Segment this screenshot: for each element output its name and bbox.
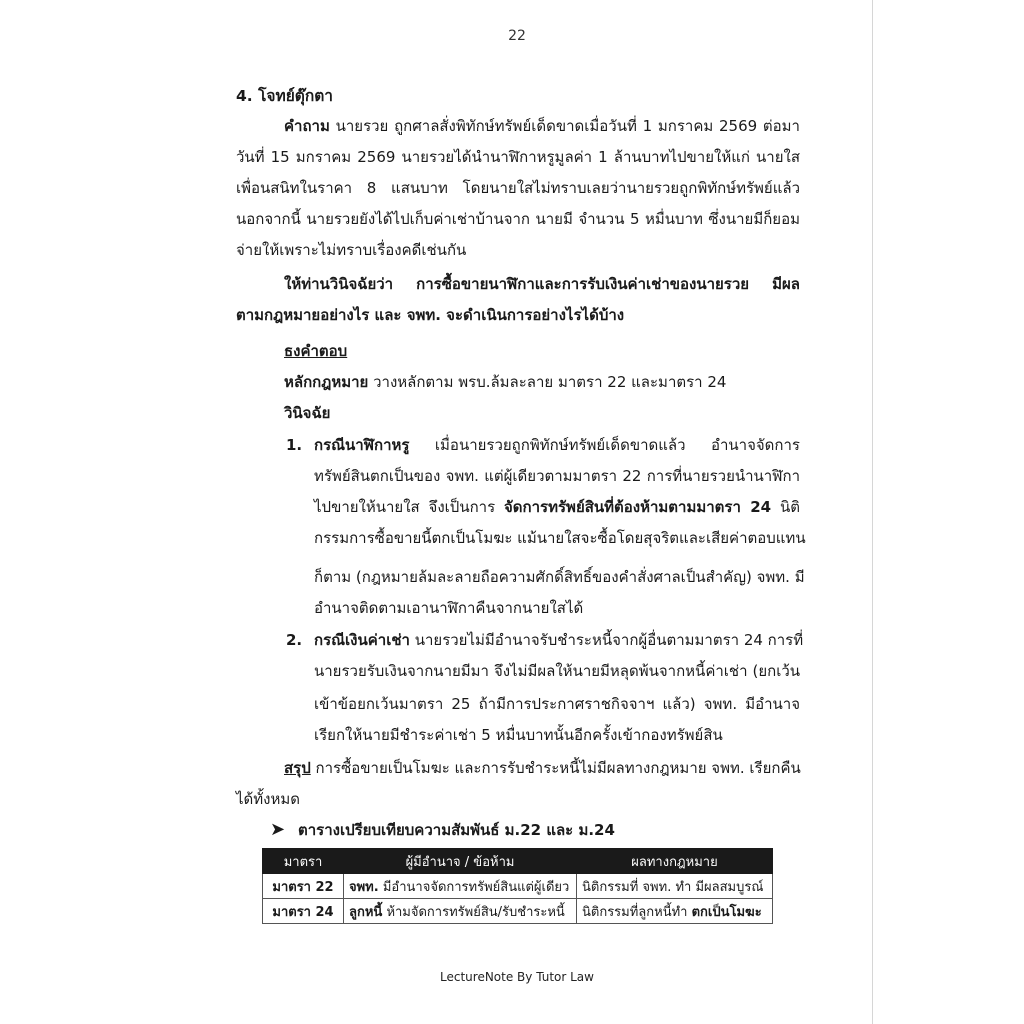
table-cell-authority xyxy=(344,899,577,924)
summary-line-1 xyxy=(236,758,800,778)
case-2-line-3: เข้าข้อยกเว้นมาตรา 25 ถ้ามีการประกาศราชกิจจาฯ แล้ว) จพท. มีอำนาจ xyxy=(314,695,800,713)
case-2-line-1 xyxy=(314,630,804,650)
table-cell-authority-bold: ลูกหนี้ xyxy=(349,904,383,920)
question-label: คำถาม xyxy=(284,117,330,135)
table-cell-effect-bold: ตกเป็นโมฆะ xyxy=(691,904,762,920)
case-1-line-6: อำนาจติดตามเอานาฬิกาคืนจากนายใสได้ xyxy=(314,599,584,617)
table-row xyxy=(263,899,773,924)
section-title: 4. โจทย์ตุ๊กตา xyxy=(236,87,333,105)
page-edge-divider xyxy=(872,0,873,1024)
case-1-line-2: ทรัพย์สินตกเป็นของ จพท. แต่ผู้เดียวตามมาตรา 22 การที่นายรวยนำนาฬิกา xyxy=(314,467,800,485)
table-cell-authority-bold: จพท. xyxy=(349,879,379,895)
case-2-number: 2. xyxy=(286,631,303,649)
case-1-line-1-text: เมื่อนายรวยถูกพิทักษ์ทรัพย์เด็ดขาดแล้ว อำนาจจัดการ xyxy=(434,436,800,454)
case-1-number: 1. xyxy=(286,436,303,454)
question-line-4: นอกจากนี้ นายรวยยังได้ไปเก็บค่าเช่าบ้านจาก นายมี จำนวน 5 หมื่นบาท ซึ่งนายมีก็ยอม xyxy=(236,210,800,228)
decision-heading: วินิจฉัย xyxy=(284,404,331,422)
footer-text: LectureNote By Tutor Law xyxy=(440,970,594,984)
table-header-effect: ผลทางกฎหมาย xyxy=(577,849,773,874)
case-1-line-4: กรรมการซื้อขายนี้ตกเป็นโมฆะ แม้นายใสจะซื้อโดยสุจริตและเสียค่าตอบแทน xyxy=(314,529,806,547)
question-text-1: นายรวย ถูกศาลสั่งพิทักษ์ทรัพย์เด็ดขาดเมื่อวันที่ 1 มกราคม 2569 ต่อมา xyxy=(335,117,800,135)
case-1-line-3-pre: ไปขายให้นายใส จึงเป็นการ xyxy=(314,498,496,516)
table-cell-section: มาตรา 22 xyxy=(263,874,344,899)
answer-heading: ธงคำตอบ xyxy=(284,342,348,360)
table-cell-effect-text: นิติกรรมที่ลูกหนี้ทำ xyxy=(582,904,688,920)
case-1-line-3-bold: จัดการทรัพย์สินที่ต้องห้ามตามมาตรา 24 xyxy=(504,498,772,516)
table-header-section: มาตรา xyxy=(263,849,344,874)
summary-text-1: การซื้อขายเป็นโมฆะ และการรับชำระหนี้ไม่มีผลทางกฎหมาย จพท. เรียกคืน xyxy=(315,759,801,777)
question-line-5: จ่ายให้เพราะไม่ทราบเรื่องคดีเช่นกัน xyxy=(236,241,467,259)
arrow-bullet-icon: ➤ xyxy=(270,819,286,840)
table-cell-section: มาตรา 24 xyxy=(263,899,344,924)
table-row xyxy=(263,874,773,899)
case-2-line-1-text: นายรวยไม่มีอำนาจรับชำระหนี้จากผู้อื่นตามมาตรา 24 การที่ xyxy=(414,631,804,649)
case-2-line-4: เรียกให้นายมีชำระค่าเช่า 5 หมื่นบาทนั้นอีกครั้งเข้ากองทรัพย์สิน xyxy=(314,726,723,744)
table-title: ตารางเปรียบเทียบความสัมพันธ์ ม.22 และ ม.24 xyxy=(298,821,615,839)
legal-principle xyxy=(284,372,726,392)
question-line-1 xyxy=(236,116,800,136)
summary-label: สรุป xyxy=(284,759,311,777)
page-number: 22 xyxy=(508,28,526,44)
question-line-2: วันที่ 15 มกราคม 2569 นายรวยได้นำนาฬิกาหรูมูลค่า 1 ล้านบาทไปขายให้แก่ นายใส xyxy=(236,148,800,166)
case-2-title: กรณีเงินค่าเช่า xyxy=(314,631,410,649)
table-header-row xyxy=(263,849,773,874)
question-line-3: เพื่อนสนิทในราคา 8 แสนบาท โดยนายใสไม่ทราบเลยว่านายรวยถูกพิทักษ์ทรัพย์แล้ว xyxy=(236,179,800,197)
table-cell-authority-text: ห้ามจัดการทรัพย์สิน/รับชำระหนี้ xyxy=(386,904,565,920)
table-cell-authority-text: มีอำนาจจัดการทรัพย์สินแต่ผู้เดียว xyxy=(382,879,570,895)
case-1-line-3-post: นิติ xyxy=(779,498,800,516)
legal-principle-text: วางหลักตาม พรบ.ล้มละลาย มาตรา 22 และมาตรา 24 xyxy=(373,373,727,391)
legal-principle-label: หลักกฎหมาย xyxy=(284,373,369,391)
summary-line-2: ได้ทั้งหมด xyxy=(236,790,301,808)
case-1-title: กรณีนาฬิกาหรู xyxy=(314,436,410,454)
case-2-line-2: นายรวยรับเงินจากนายมีมา จึงไม่มีผลให้นายมีหลุดพ้นจากหนี้ค่าเช่า (ยกเว้น xyxy=(314,662,800,680)
comparison-table xyxy=(262,848,773,924)
case-1-line-5: ก็ตาม (กฎหมายล้มละลายถือความศักดิ์สิทธิ์ของคำสั่งศาลเป็นสำคัญ) จพท. มี xyxy=(314,568,805,586)
instruction-line-1: ให้ท่านวินิจฉัยว่า การซื้อขายนาฬิกาและการรับเงินค่าเช่าของนายรวย มีผล xyxy=(284,275,800,293)
table-cell-effect xyxy=(577,874,773,899)
table-cell-effect xyxy=(577,899,773,924)
table-header-authority: ผู้มีอำนาจ / ข้อห้าม xyxy=(344,849,577,874)
case-1-line-1 xyxy=(314,435,800,455)
table-cell-authority xyxy=(344,874,577,899)
table-cell-effect-text: นิติกรรมที่ จพท. ทำ มีผลสมบูรณ์ xyxy=(582,879,764,895)
case-1-line-3 xyxy=(314,497,800,517)
instruction-line-2: ตามกฎหมายอย่างไร และ จพท. จะดำเนินการอย่างไรได้บ้าง xyxy=(236,306,625,324)
